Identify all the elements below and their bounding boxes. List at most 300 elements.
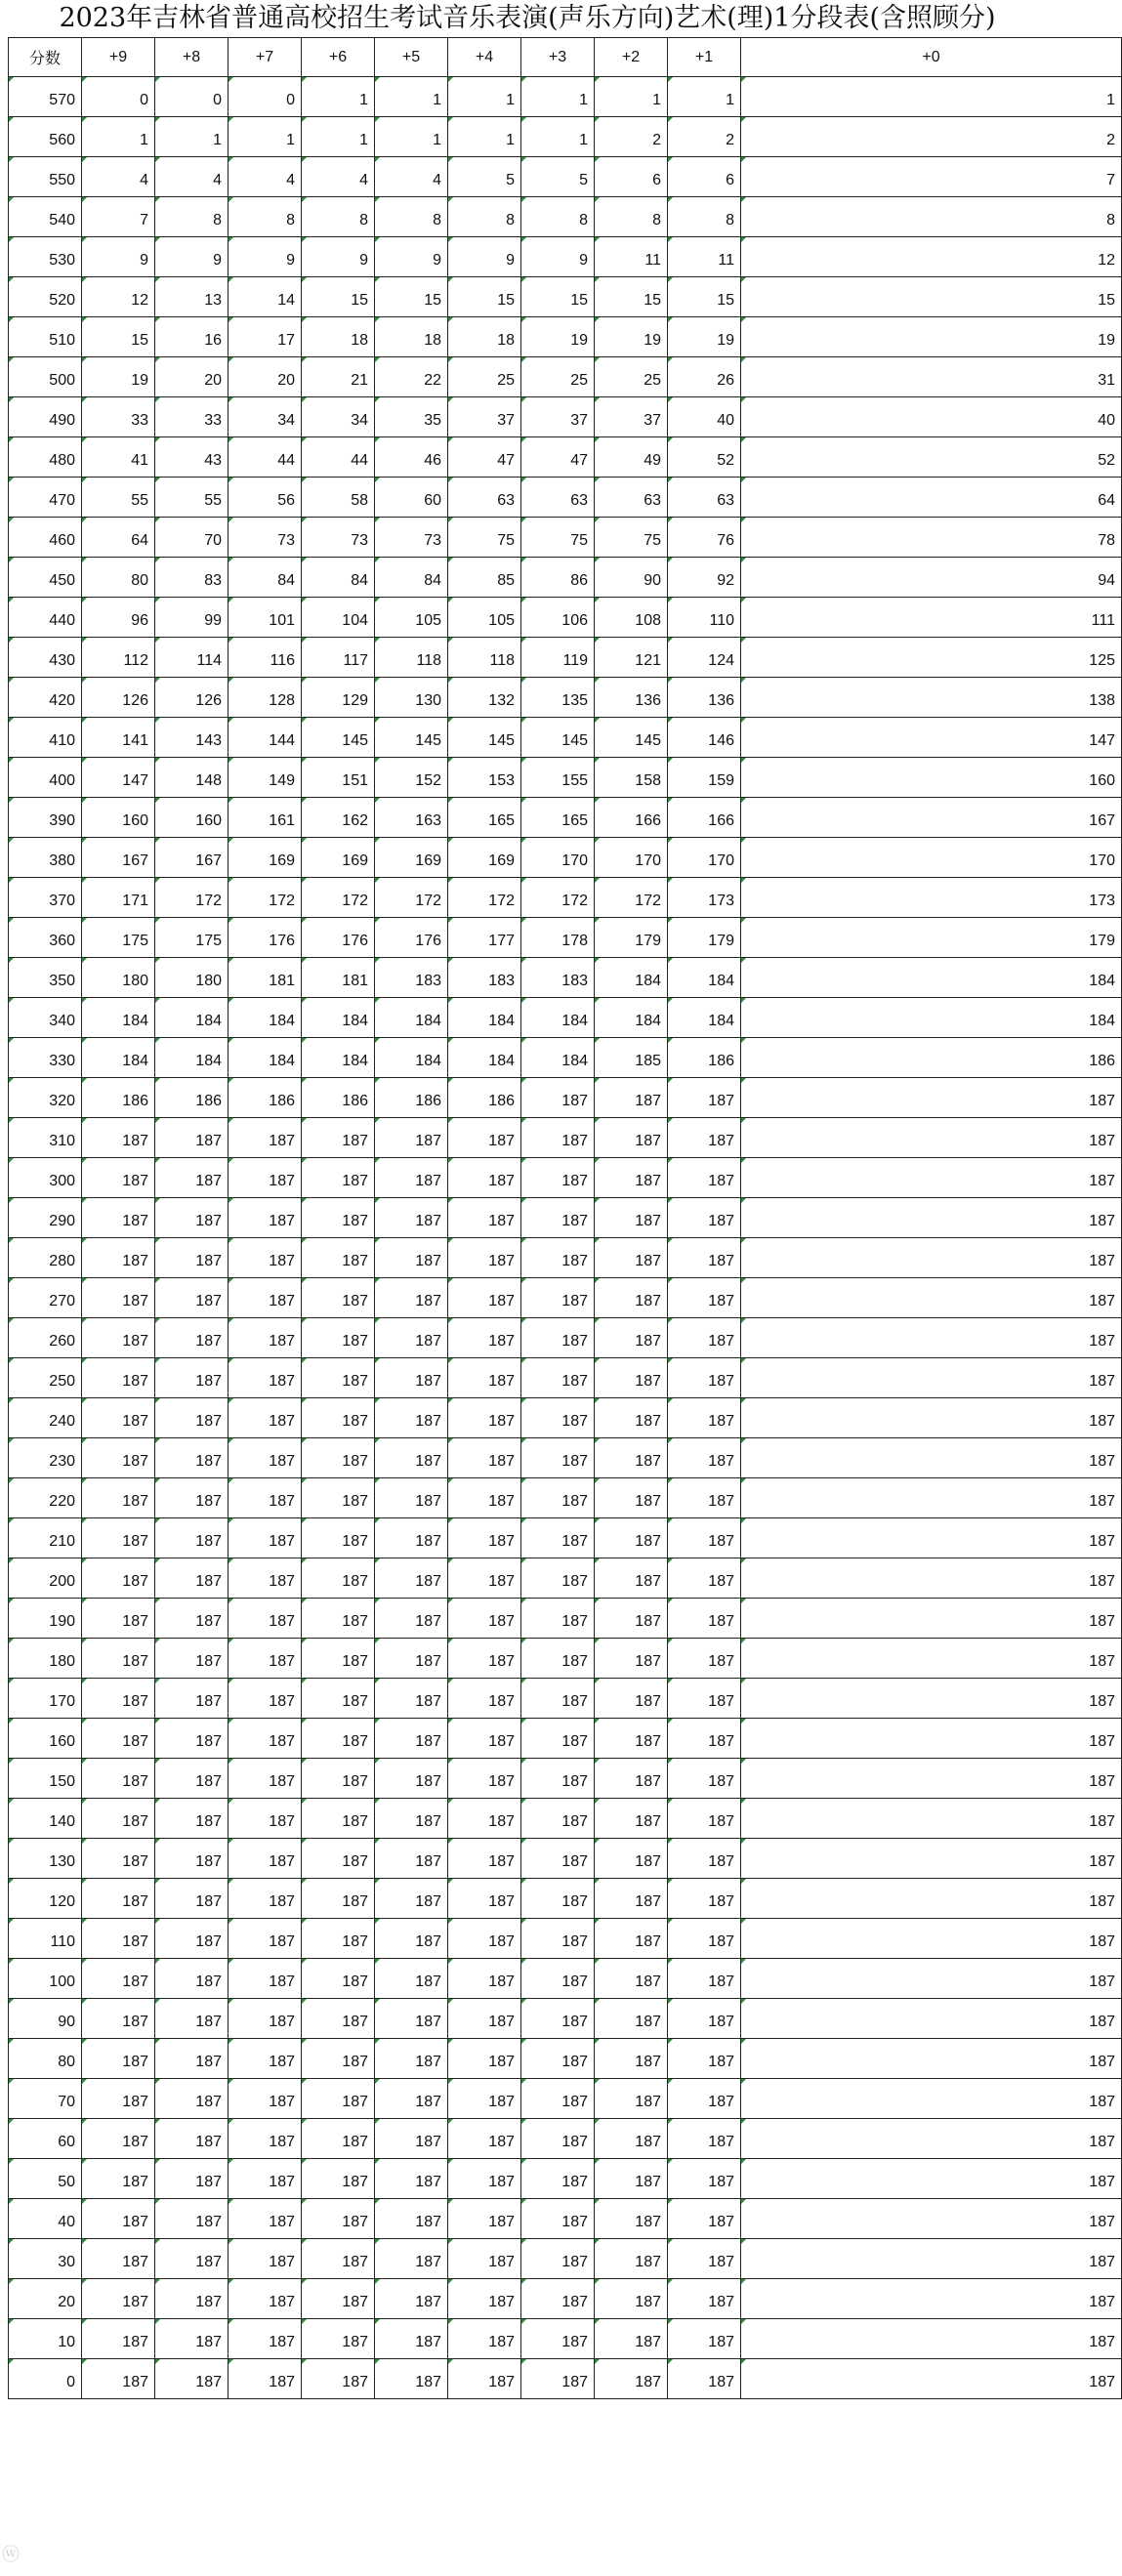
cell-corner-marker [668, 1599, 673, 1603]
cumulative-count-cell [521, 1038, 595, 1078]
cumulative-count-cell [741, 678, 1122, 718]
cell-value: 187 [415, 1573, 441, 1590]
cumulative-count-cell [155, 237, 229, 277]
cell-value: 106 [561, 612, 588, 629]
table-row [9, 2239, 1122, 2279]
cumulative-count-cell [229, 1599, 302, 1639]
cell-corner-marker [9, 598, 14, 602]
cell-corner-marker [82, 1238, 87, 1243]
cumulative-count-cell [155, 2199, 229, 2239]
cell-corner-marker [521, 2359, 526, 2364]
cell-value: 183 [415, 973, 441, 989]
cumulative-count-cell [302, 918, 375, 958]
table-row [9, 1999, 1122, 2039]
cumulative-count-cell [668, 998, 741, 1038]
table-row [9, 117, 1122, 157]
cumulative-count-cell [302, 958, 375, 998]
cumulative-count-cell [668, 638, 741, 678]
cell-corner-marker [155, 2079, 160, 2084]
cell-value: 220 [49, 1493, 75, 1510]
cell-value: 187 [195, 1773, 222, 1790]
score-cell [9, 718, 82, 758]
cumulative-count-cell [155, 1959, 229, 1999]
cell-value: 187 [195, 1213, 222, 1229]
cell-corner-marker [155, 598, 160, 602]
cell-value: 166 [635, 812, 661, 829]
cumulative-count-cell [229, 1558, 302, 1599]
cell-corner-marker [448, 2279, 453, 2284]
cumulative-count-cell [521, 1278, 595, 1318]
score-cell [9, 2239, 82, 2279]
cell-value: 187 [342, 1213, 368, 1229]
cell-value: 171 [122, 893, 148, 909]
cell-corner-marker [741, 1679, 746, 1683]
cell-value: 187 [708, 1493, 734, 1510]
cell-value: 470 [49, 492, 75, 509]
cell-corner-marker [302, 1438, 307, 1443]
cumulative-count-cell [229, 1038, 302, 1078]
cumulative-count-cell [302, 518, 375, 558]
cell-corner-marker [155, 1919, 160, 1924]
cell-value: 187 [415, 1413, 441, 1430]
cell-value: 187 [195, 1293, 222, 1309]
cell-value: 110 [709, 612, 734, 629]
cell-corner-marker [9, 197, 14, 202]
cell-corner-marker [229, 1558, 233, 1563]
cell-value: 64 [131, 532, 148, 549]
cumulative-count-cell [741, 798, 1122, 838]
cell-corner-marker [448, 1078, 453, 1083]
cell-value: 15 [570, 292, 588, 309]
cell-value: 187 [122, 2374, 148, 2390]
cell-corner-marker [155, 1759, 160, 1764]
cell-value: 155 [561, 772, 588, 789]
cell-corner-marker [668, 2039, 673, 2044]
cell-corner-marker [741, 2039, 746, 2044]
cell-corner-marker [9, 1959, 14, 1964]
cell-corner-marker [229, 77, 233, 82]
cell-value: 187 [195, 2334, 222, 2350]
cumulative-count-cell [741, 2279, 1122, 2319]
cell-corner-marker [595, 197, 600, 202]
cell-corner-marker [741, 157, 746, 162]
cell-value: 40 [58, 2214, 75, 2230]
cell-value: 159 [708, 772, 734, 789]
cumulative-count-cell [302, 1599, 375, 1639]
cell-corner-marker [741, 558, 746, 562]
cell-value: 187 [269, 2334, 295, 2350]
cell-corner-marker [155, 1038, 160, 1043]
cell-value: 0 [286, 92, 295, 108]
cumulative-count-cell [229, 437, 302, 478]
cumulative-count-cell [448, 1078, 521, 1118]
cell-corner-marker [448, 1118, 453, 1123]
cell-value: 130 [49, 1853, 75, 1870]
cell-corner-marker [521, 918, 526, 923]
score-cell [9, 77, 82, 117]
cell-value: 120 [49, 1893, 75, 1910]
cell-value: 187 [415, 1733, 441, 1750]
table-row [9, 1839, 1122, 1879]
cell-value: 187 [122, 1173, 148, 1189]
cell-value: 1 [359, 92, 368, 108]
cell-value: 187 [1089, 2174, 1115, 2190]
cell-value: 94 [1098, 572, 1115, 589]
cell-value: 187 [269, 2214, 295, 2230]
cumulative-count-cell [595, 1599, 668, 1639]
cumulative-count-cell [302, 117, 375, 157]
cell-value: 20 [204, 372, 222, 389]
cell-value: 20 [58, 2294, 75, 2310]
cumulative-count-cell [82, 1679, 155, 1719]
cumulative-count-cell [595, 2119, 668, 2159]
cumulative-count-cell [82, 758, 155, 798]
cell-value: 187 [708, 2294, 734, 2310]
cumulative-count-cell [521, 798, 595, 838]
cumulative-count-cell [375, 558, 448, 598]
cumulative-count-cell [155, 1719, 229, 1759]
cell-value: 116 [270, 652, 295, 669]
cell-corner-marker [595, 2199, 600, 2204]
cell-value: 187 [488, 2214, 515, 2230]
cell-value: 84 [424, 572, 441, 589]
cumulative-count-cell [375, 117, 448, 157]
score-cell [9, 958, 82, 998]
cell-corner-marker [668, 2279, 673, 2284]
cumulative-count-cell [741, 1038, 1122, 1078]
cell-corner-marker [375, 2039, 380, 2044]
cumulative-count-cell [448, 437, 521, 478]
cumulative-count-cell [668, 1639, 741, 1679]
cumulative-count-cell [668, 758, 741, 798]
cell-corner-marker [668, 518, 673, 522]
cell-corner-marker [595, 958, 600, 963]
cumulative-count-cell [668, 558, 741, 598]
cell-corner-marker [448, 558, 453, 562]
cell-corner-marker [521, 1278, 526, 1283]
cell-corner-marker [375, 838, 380, 843]
cumulative-count-cell [668, 1318, 741, 1358]
cell-corner-marker [229, 1679, 233, 1683]
cumulative-count-cell [668, 2079, 741, 2119]
cell-value: 169 [342, 852, 368, 869]
column-header-bonus: +7 [229, 38, 302, 77]
cell-corner-marker [9, 1158, 14, 1163]
column-header-bonus: +6 [302, 38, 375, 77]
cell-corner-marker [302, 2279, 307, 2284]
cumulative-count-cell [595, 1438, 668, 1478]
cell-corner-marker [375, 1999, 380, 2004]
cell-corner-marker [155, 357, 160, 362]
cell-corner-marker [448, 1398, 453, 1403]
cumulative-count-cell [82, 918, 155, 958]
cell-corner-marker [302, 1558, 307, 1563]
cell-corner-marker [155, 2039, 160, 2044]
cumulative-count-cell [521, 197, 595, 237]
cumulative-count-cell [302, 1759, 375, 1799]
cell-corner-marker [302, 77, 307, 82]
cell-corner-marker [229, 277, 233, 282]
cell-corner-marker [595, 1358, 600, 1363]
cumulative-count-cell [595, 758, 668, 798]
cell-value: 187 [488, 2054, 515, 2070]
cell-corner-marker [448, 1639, 453, 1643]
cell-value: 187 [488, 2294, 515, 2310]
cell-corner-marker [668, 157, 673, 162]
cell-corner-marker [375, 518, 380, 522]
cell-corner-marker [521, 1198, 526, 1203]
cell-value: 187 [488, 2334, 515, 2350]
cell-corner-marker [9, 2119, 14, 2124]
cumulative-count-cell [595, 598, 668, 638]
cumulative-count-cell [375, 397, 448, 437]
cumulative-count-cell [375, 758, 448, 798]
cell-value: 410 [49, 732, 75, 749]
cell-value: 105 [488, 612, 515, 629]
cell-value: 19 [570, 332, 588, 349]
score-cell [9, 1679, 82, 1719]
cell-corner-marker [741, 1558, 746, 1563]
cumulative-count-cell [155, 478, 229, 518]
cumulative-count-cell [521, 558, 595, 598]
cumulative-count-cell [448, 918, 521, 958]
cumulative-count-cell [155, 197, 229, 237]
table-header-row [9, 38, 1122, 77]
cell-corner-marker [668, 2359, 673, 2364]
cell-corner-marker [375, 1919, 380, 1924]
cell-corner-marker [155, 1318, 160, 1323]
cumulative-count-cell [595, 2239, 668, 2279]
cell-corner-marker [741, 1318, 746, 1323]
cell-value: 184 [122, 1013, 148, 1029]
cell-value: 187 [635, 1453, 661, 1470]
cell-value: 187 [635, 1493, 661, 1510]
cell-corner-marker [448, 357, 453, 362]
cell-value: 19 [717, 332, 734, 349]
cell-corner-marker [521, 2239, 526, 2244]
cell-value: 187 [1089, 1933, 1115, 1950]
cell-corner-marker [302, 1639, 307, 1643]
cumulative-count-cell [595, 2359, 668, 2399]
cell-value: 187 [342, 1373, 368, 1390]
cell-corner-marker [82, 1959, 87, 1964]
cell-value: 187 [1089, 2134, 1115, 2150]
cell-value: 390 [49, 812, 75, 829]
cumulative-count-cell [521, 77, 595, 117]
cumulative-count-cell [521, 878, 595, 918]
cell-value: 108 [635, 612, 661, 629]
cell-value: 186 [195, 1093, 222, 1109]
cell-value: 25 [644, 372, 661, 389]
cell-corner-marker [302, 1478, 307, 1483]
cumulative-count-cell [741, 357, 1122, 397]
score-cell [9, 117, 82, 157]
cell-value: 169 [488, 852, 515, 869]
cell-corner-marker [9, 1759, 14, 1764]
cell-corner-marker [82, 1478, 87, 1483]
cumulative-count-cell [448, 1839, 521, 1879]
cell-corner-marker [302, 838, 307, 843]
cell-corner-marker [595, 357, 600, 362]
cell-value: 118 [489, 652, 515, 669]
cumulative-count-cell [595, 1278, 668, 1318]
cell-value: 187 [488, 1813, 515, 1830]
cell-corner-marker [82, 678, 87, 683]
table-row [9, 478, 1122, 518]
cumulative-count-cell [521, 1799, 595, 1839]
cumulative-count-cell [448, 1679, 521, 1719]
cell-corner-marker [448, 1558, 453, 1563]
cell-value: 187 [415, 2054, 441, 2070]
cell-value: 187 [195, 2254, 222, 2270]
cumulative-count-cell [375, 478, 448, 518]
cumulative-count-cell [668, 2359, 741, 2399]
column-header-bonus: +5 [375, 38, 448, 77]
cell-corner-marker [448, 1879, 453, 1884]
cell-corner-marker [668, 1518, 673, 1523]
cell-corner-marker [375, 1278, 380, 1283]
table-body [9, 77, 1122, 2399]
cell-corner-marker [521, 1679, 526, 1683]
cell-corner-marker [229, 638, 233, 643]
cumulative-count-cell [595, 77, 668, 117]
cell-value: 187 [635, 2294, 661, 2310]
cumulative-count-cell [82, 1599, 155, 1639]
cell-corner-marker [9, 998, 14, 1003]
cumulative-count-cell [229, 1919, 302, 1959]
cell-value: 187 [269, 1733, 295, 1750]
cell-value: 187 [1089, 1653, 1115, 1670]
cell-value: 184 [342, 1053, 368, 1069]
cumulative-count-cell [82, 518, 155, 558]
cell-value: 187 [488, 1333, 515, 1350]
cell-value: 187 [708, 1653, 734, 1670]
cell-corner-marker [521, 1879, 526, 1884]
cumulative-count-cell [229, 1238, 302, 1278]
cell-corner-marker [595, 758, 600, 763]
cell-value: 7 [1106, 172, 1115, 188]
cumulative-count-cell [595, 197, 668, 237]
cumulative-count-cell [229, 558, 302, 598]
cell-value: 187 [708, 2054, 734, 2070]
cell-value: 177 [488, 933, 515, 949]
cumulative-count-cell [155, 1478, 229, 1518]
cumulative-count-cell [375, 1839, 448, 1879]
cumulative-count-cell [595, 157, 668, 197]
cell-corner-marker [521, 1438, 526, 1443]
cell-value: 187 [1089, 1533, 1115, 1550]
cumulative-count-cell [302, 1518, 375, 1558]
cumulative-count-cell [155, 518, 229, 558]
cumulative-count-cell [82, 838, 155, 878]
cell-corner-marker [741, 1198, 746, 1203]
cell-value: 169 [269, 852, 295, 869]
cell-value: 187 [122, 2294, 148, 2310]
cell-value: 187 [708, 1133, 734, 1149]
cell-value: 37 [644, 412, 661, 429]
cell-value: 187 [708, 1853, 734, 1870]
cumulative-count-cell [229, 1999, 302, 2039]
score-cell [9, 1398, 82, 1438]
cell-value: 187 [1089, 1413, 1115, 1430]
cell-corner-marker [521, 437, 526, 442]
cumulative-count-cell [521, 117, 595, 157]
cell-corner-marker [82, 1558, 87, 1563]
cumulative-count-cell [375, 1799, 448, 1839]
cell-corner-marker [448, 598, 453, 602]
cumulative-count-cell [302, 2159, 375, 2199]
cell-value: 187 [342, 1613, 368, 1630]
cell-corner-marker [521, 1719, 526, 1724]
cell-corner-marker [448, 1438, 453, 1443]
cell-corner-marker [448, 918, 453, 923]
cumulative-count-cell [595, 2319, 668, 2359]
cell-value: 187 [1089, 2054, 1115, 2070]
cell-value: 187 [342, 1453, 368, 1470]
cumulative-count-cell [741, 598, 1122, 638]
cell-corner-marker [521, 1038, 526, 1043]
cell-value: 187 [708, 1693, 734, 1710]
cell-value: 187 [561, 1253, 588, 1269]
score-cell [9, 2079, 82, 2119]
table-row [9, 1799, 1122, 1839]
cell-corner-marker [521, 2039, 526, 2044]
table-row [9, 798, 1122, 838]
cell-corner-marker [741, 718, 746, 723]
cell-value: 86 [570, 572, 588, 589]
cumulative-count-cell [448, 1919, 521, 1959]
cell-corner-marker [741, 598, 746, 602]
cell-value: 187 [561, 1293, 588, 1309]
cell-value: 15 [1098, 292, 1115, 309]
cell-corner-marker [668, 2159, 673, 2164]
cell-value: 180 [122, 973, 148, 989]
cell-value: 183 [488, 973, 515, 989]
cumulative-count-cell [741, 1919, 1122, 1959]
cell-corner-marker [595, 1438, 600, 1443]
cumulative-count-cell [521, 1318, 595, 1358]
cumulative-count-cell [668, 1158, 741, 1198]
cumulative-count-cell [741, 2359, 1122, 2399]
cell-value: 187 [1089, 2014, 1115, 2030]
cumulative-count-cell [155, 958, 229, 998]
cumulative-count-cell [448, 1118, 521, 1158]
cumulative-count-cell [668, 157, 741, 197]
cumulative-count-cell [448, 1518, 521, 1558]
cell-value: 1 [213, 132, 222, 148]
cell-value: 145 [635, 732, 661, 749]
cell-value: 44 [277, 452, 295, 469]
cell-value: 187 [635, 1613, 661, 1630]
cumulative-count-cell [668, 357, 741, 397]
cell-corner-marker [741, 878, 746, 883]
cumulative-count-cell [302, 1959, 375, 1999]
cumulative-count-cell [302, 1398, 375, 1438]
cumulative-count-cell [595, 397, 668, 437]
cell-value: 187 [122, 2214, 148, 2230]
cell-corner-marker [229, 2039, 233, 2044]
cell-value: 187 [195, 1253, 222, 1269]
cumulative-count-cell [155, 1759, 229, 1799]
cell-value: 187 [488, 1253, 515, 1269]
cumulative-count-cell [375, 2039, 448, 2079]
cell-value: 187 [488, 2134, 515, 2150]
cell-value: 187 [269, 2094, 295, 2110]
cell-corner-marker [82, 1518, 87, 1523]
cumulative-count-cell [595, 1639, 668, 1679]
cell-value: 172 [195, 893, 222, 909]
cumulative-count-cell [302, 1038, 375, 1078]
